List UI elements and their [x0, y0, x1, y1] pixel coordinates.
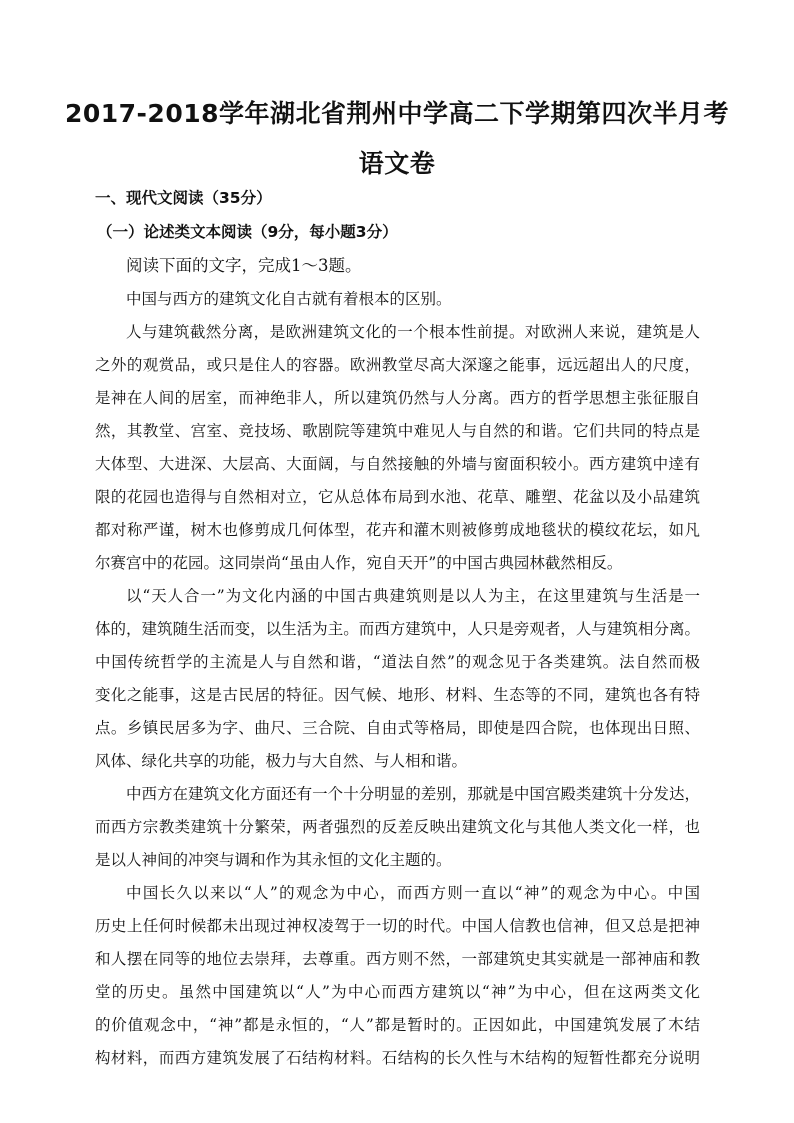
paragraph-line: 中西方在建筑文化方面还有一个十分明显的差别，那就是中国宫殿类建筑十分发达，	[126, 785, 700, 803]
paragraph-line: 然，其教堂、宫室、竞技场、歌剧院等建筑中难见人与自然的和谐。它们共同的特点是	[95, 422, 700, 440]
paragraph-line: 以“天人合一”为文化内涵的中国古典建筑则是以人为主，在这里建筑与生活是一	[126, 587, 700, 605]
paragraph-line: 点。乡镇民居多为字、曲尺、三合院、自由式等格局，即使是四合院，也体现出日照、	[95, 719, 700, 737]
paragraph-line: 大体型、大进深、大层高、大面阔，与自然接触的外墙与窗面积较小。西方建筑中逹有	[95, 455, 700, 473]
paragraph-line: 都对称严谨，树木也修剪成几何体型，花卉和灌木则被修剪成地毯状的模纹花坛，如凡	[95, 521, 700, 539]
paragraph-line: 限的花园也造得与自然相对立，它从总体布局到水池、花草、雕塑、花盆以及小品建筑	[95, 488, 700, 506]
paragraph-line: 中国长久以来以“人”的观念为中心，而西方则一直以“神”的观念为中心。中国	[126, 884, 700, 902]
paragraph-line: 是神在人间的居室，而神绝非人，所以建筑仍然与人分离。西方的哲学思想主张征服自	[95, 389, 700, 407]
paragraph-line: 构材料，而西方建筑发展了石结构材料。石结构的长久性与木结构的短暂性都充分说明	[95, 1049, 700, 1067]
paragraph-line: 人与建筑截然分离，是欧洲建筑文化的一个根本性前提。对欧洲人来说，建筑是人	[126, 323, 700, 341]
section-heading: 一、现代文阅读（35分）	[95, 189, 272, 207]
document-subtitle: 语文卷	[358, 149, 436, 178]
paragraph-line: 的价值观念中，“神”都是永恒的，“人”都是暂时的。正因如此，中国建筑发展了木结	[95, 1016, 700, 1034]
subsection-heading: （一）论述类文本阅读（9分，每小题3分）	[97, 223, 398, 241]
paragraph-line: 而西方宗教类建筑十分繁荣，两者强烈的反差反映出建筑文化与其他人类文化一样，也	[95, 818, 700, 836]
paragraph-line: 体的，建筑随生活而变，以生活为主。而西方建筑中，人只是旁观者，人与建筑相分离。	[95, 620, 700, 638]
paragraph-line: 中国传统哲学的主流是人与自然和谐，“道法自然”的观念见于各类建筑。法自然而极	[95, 653, 700, 671]
paragraph-line: 是以人神间的冲突与调和作为其永恒的文化主题的。	[95, 851, 452, 869]
paragraph-line: 变化之能事，这是古民居的特征。因气候、地形、材料、生态等的不同，建筑也各有特	[95, 686, 700, 704]
paragraph-line: 堂的历史。虽然中国建筑以“人”为中心而西方建筑以“神”为中心，但在这两类文化	[95, 983, 700, 1001]
paragraph-line: 中国与西方的建筑文化自古就有着根本的区别。	[126, 290, 452, 308]
paragraph-line: 尔赛宫中的花园。这同崇尚“虽由人作，宛自天开”的中国古典园林截然相反。	[95, 554, 623, 572]
paragraph-line: 和人摆在同等的地位去崇拜，去尊重。西方则不然，一部建筑史其实就是一部神庙和教	[95, 950, 700, 968]
paragraph-line: 风体、绿化共享的功能，极力与大自然、与人相和谐。	[95, 752, 468, 770]
paragraph-line: 之外的观赏品，或只是住人的容器。欧洲教堂尽高大深邃之能事，远远超出人的尺度，	[95, 356, 700, 374]
instruction-text: 阅读下面的文字，完成1～3题。	[126, 256, 362, 275]
document-title: 2017-2018学年湖北省荆州中学高二下学期第四次半月考	[64, 99, 730, 128]
paragraph-line: 历史上任何时候都未出现过神权凌驾于一切的时代。中国人信教也信神，但又总是把神	[95, 917, 700, 935]
